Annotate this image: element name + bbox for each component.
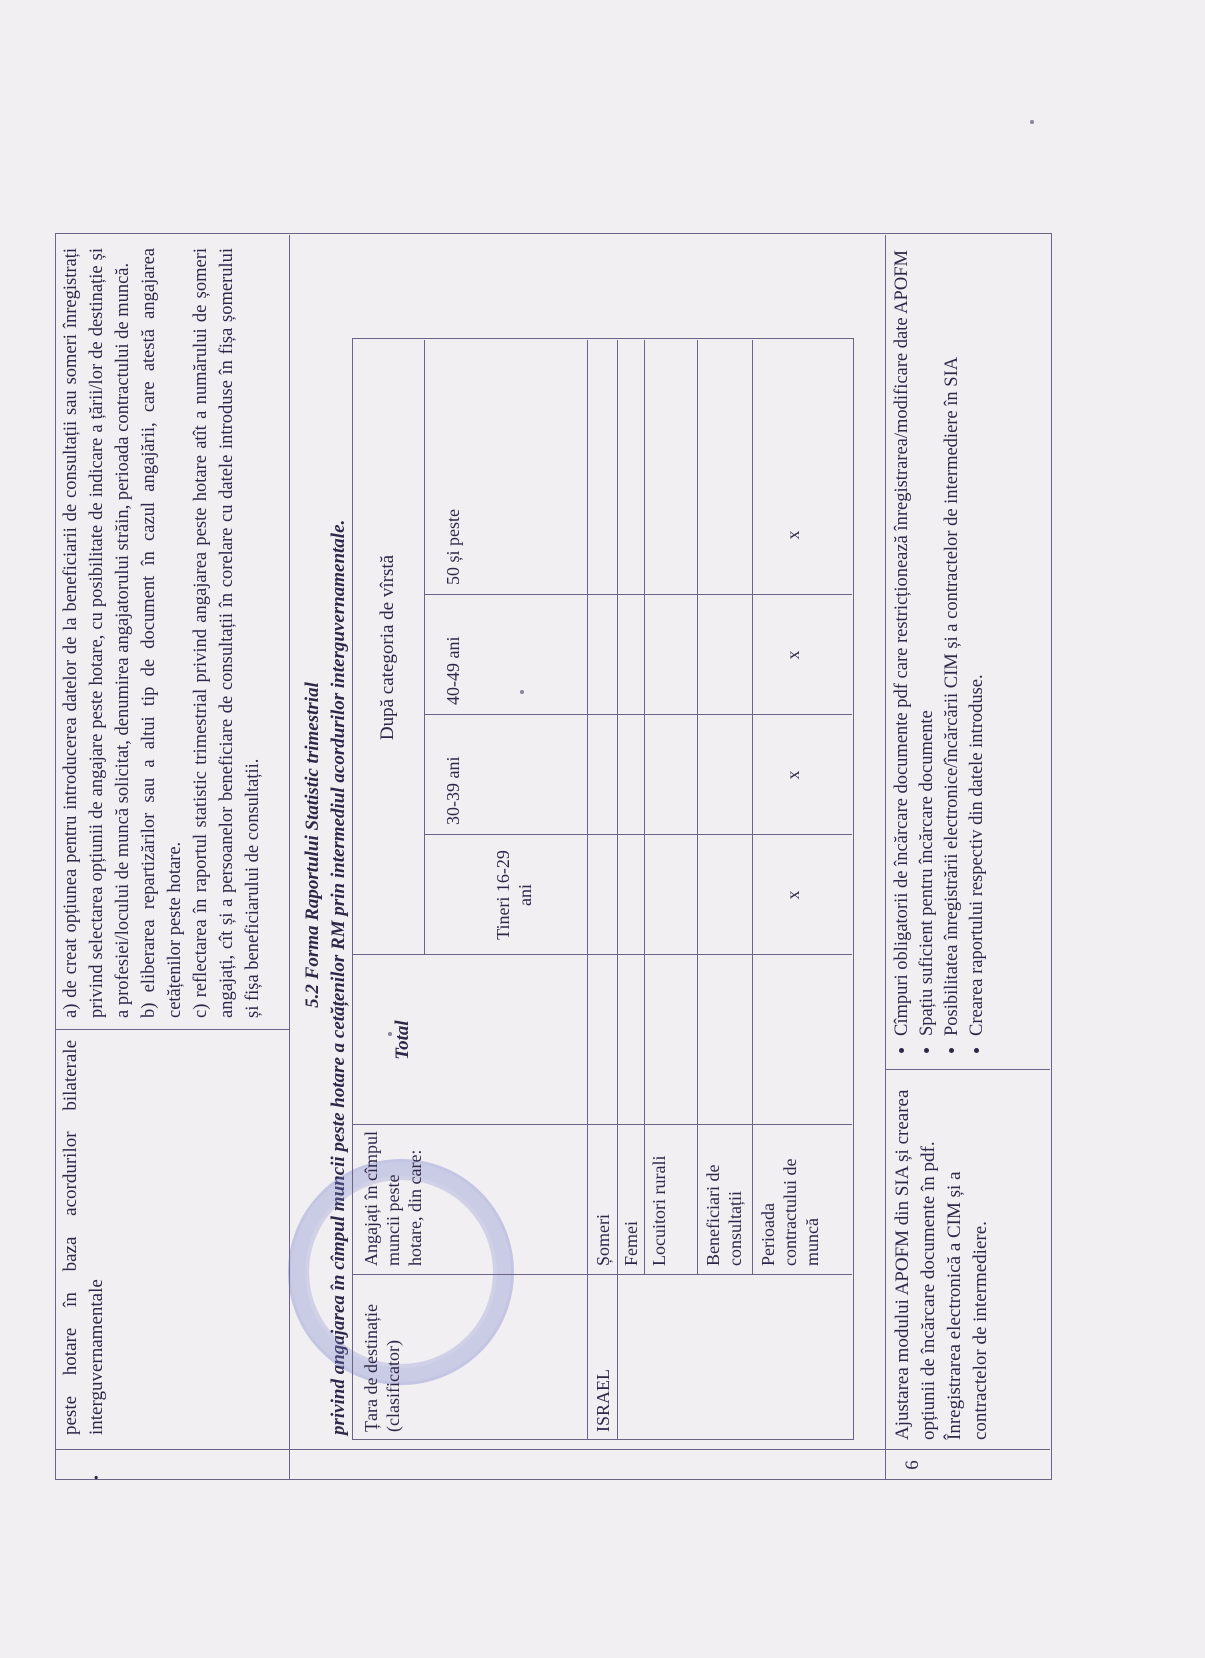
stats-group-divider — [424, 340, 425, 955]
scan-speck — [1030, 120, 1034, 124]
bullet-item: • Cîmpuri obligatorii de încărcare documente pdf care restricționează înregistrarea/modificare date APOFM — [890, 245, 915, 1036]
stats-row-divider-1 — [617, 340, 618, 1275]
row-label-contract-period: Perioada contractului de muncă — [758, 1158, 822, 1266]
column-divider-row6 — [885, 1069, 1050, 1070]
header-age-30-39: 30-39 ani — [443, 756, 463, 825]
margin-mark: • — [90, 1475, 105, 1480]
bullet-item: • Crearea raportului respectiv din datele introduse. — [965, 245, 990, 1036]
row-label-unemployed: Șomeri — [593, 1214, 613, 1266]
mark-age-16-29: x — [783, 890, 803, 900]
rotated-page — [30, 210, 1090, 1480]
report-title: 5.2 Forma Raportului Statistic trimestrial — [302, 682, 323, 1008]
stats-header-divider — [587, 340, 588, 1440]
header-total: Total — [392, 1020, 413, 1060]
header-age-group: După categoria de vîrstă — [377, 554, 398, 741]
stats-row-divider-4 — [752, 340, 753, 1275]
row6-bullets — [890, 245, 990, 1060]
top-right-text — [58, 248, 266, 1018]
header-country: Țara de destinație (clasificator) — [361, 1304, 403, 1432]
stats-row-divider-5 — [617, 1275, 618, 1440]
row-label-rural: Locuitori rurali — [649, 1155, 669, 1266]
stats-row-divider-2 — [644, 340, 645, 1275]
row6-left-text: Ajustarea modului APOFM din SIA și crearea opțiunii de încărcare documente în pdf. Înregistrarea electronică a CIM și a contractelor de intermediere. — [892, 1089, 991, 1440]
mark-age-50-plus: x — [783, 530, 803, 540]
row-label-women: Femei — [621, 1221, 641, 1266]
country-cell: ISRAEL — [593, 1369, 613, 1432]
mark-age-40-49: x — [783, 650, 803, 660]
row-label-consultations: Beneficiari de consultații — [703, 1164, 745, 1266]
option-c-text: c) reflectarea în raportul statistic trimestrial privind angajarea peste hotare atît a numărului de șomeri angajați, cît și a persoanelor beneficiare de consultații în corelare cu datele introduse în fișa șomerului și fișa beneficiarului de consultații. — [191, 248, 263, 1018]
statistics-table — [352, 340, 852, 1440]
row6-number: 6 — [902, 1460, 923, 1470]
option-a-text: a) de creat opțiunea pentru introducerea datelor de la beneficiarii de consultații sau someri înregistrați privind selectarea opțiunii de angajare peste hotare, cu posibilitate de indicare a țării/lor de destinație și a profesiei/locului de muncă solicitat, denumirea angajatorului străin, perioada contractului de muncă. — [61, 248, 133, 1018]
scan-speck — [388, 1032, 392, 1036]
header-employed: Angajați în cîmpul muncii peste hotare, din care: — [361, 1131, 425, 1266]
mark-age-30-39: x — [783, 770, 803, 780]
header-age-50-plus: 50 și peste — [443, 509, 463, 585]
report-subtitle: privind angajarea în cîmpul muncii peste hotare a cetățenilor RM prin intermediul acordurilor interguvernamentale. — [328, 519, 349, 1435]
scan-speck — [520, 690, 524, 694]
bullet-item: • Posibilitatea înregistrării electronice/încărcării CIM și a contractelor de intermediere în SIA — [940, 245, 965, 1036]
top-left-text: peste hotare în baza acordurilor bilaterale interguvernamentale — [60, 1040, 107, 1435]
column-divider-top — [55, 1029, 289, 1030]
stats-col-divider-1 — [352, 1274, 852, 1275]
row-divider-6 — [885, 235, 886, 1480]
header-age-40-49: 40-49 ani — [443, 636, 463, 705]
stats-row-divider-3 — [697, 340, 698, 1275]
option-b-text: b) eliberarea repartizărilor sau a altui tip de document în cazul angajării, care atestă angajarea cetățenilor peste hotare. — [139, 248, 185, 1018]
stats-col-divider-2 — [352, 1124, 852, 1125]
stats-col-divider-3 — [352, 954, 852, 955]
header-age-16-29: Tineri 16-29 ani — [493, 850, 535, 940]
bullet-item: • Spațiu suficient pentru încărcare documente — [915, 245, 940, 1036]
